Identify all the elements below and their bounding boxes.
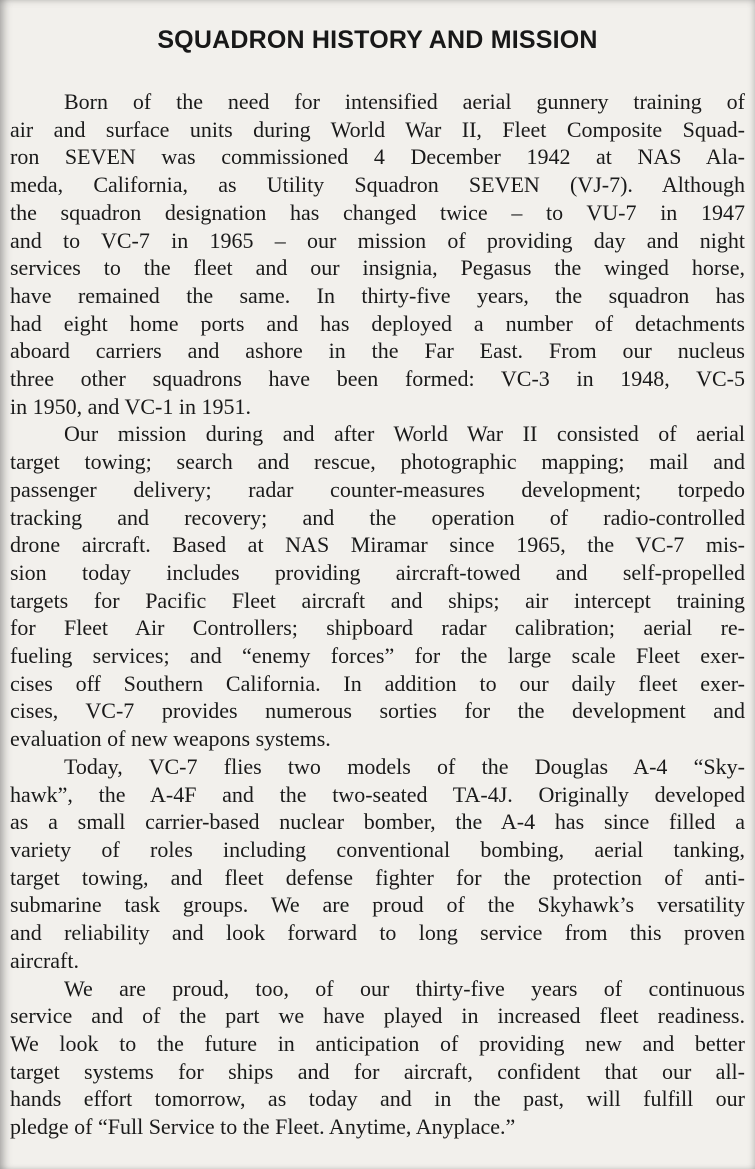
- text-line: aboard carriers and ashore in the Far East. From our nucleus: [10, 338, 745, 364]
- text-line: and reliability and look forward to long service from this proven: [10, 920, 745, 946]
- text-line: have remained the same. In thirty-five years, the squadron has: [10, 282, 745, 308]
- text-line: the squadron designation has changed twice – to VU-7 in 1947: [10, 199, 745, 225]
- document-body: [10, 88, 745, 1141]
- text-line: cises off Southern California. In addition to our daily fleet exer-: [10, 670, 745, 696]
- paragraph: [10, 88, 745, 420]
- text-line: passenger delivery; radar counter-measures development; torpedo: [10, 476, 745, 502]
- text-line: submarine task groups. We are proud of the Skyhawk’s versatility: [10, 892, 745, 918]
- text-line: target towing, and fleet defense fighter for the protection of anti-: [10, 864, 745, 890]
- text-line: hands effort tomorrow, as today and in the past, will fulfill our: [10, 1086, 745, 1112]
- text-line: variety of roles including conventional bombing, aerial tanking,: [10, 836, 745, 862]
- text-line: fueling services; and “enemy forces” for the large scale Fleet exer-: [10, 643, 745, 669]
- text-line: tracking and recovery; and the operation of radio-controlled: [10, 504, 745, 530]
- text-line: Born of the need for intensified aerial gunnery training of: [64, 89, 745, 114]
- text-line: Our mission during and after World War II consisted of aerial: [64, 421, 745, 447]
- text-line: pledge of “Full Service to the Fleet. Anytime, Anyplace.”: [10, 1114, 516, 1140]
- paragraph: [10, 975, 745, 1141]
- page-title: SQUADRON HISTORY AND MISSION: [157, 26, 598, 54]
- text-line: as a small carrier-based nuclear bomber, the A-4 has since filled a: [10, 809, 745, 835]
- text-line: drone aircraft. Based at NAS Miramar since 1965, the VC-7 mis-: [10, 532, 745, 558]
- text-line: Today, VC-7 flies two models of the Douglas A-4 “Sky-: [64, 753, 745, 779]
- text-line: target towing; search and rescue, photographic mapping; mail and: [10, 449, 745, 475]
- text-line: services to the fleet and our insignia, Pegasus the winged horse,: [10, 255, 745, 281]
- text-line: service and of the part we have played in increased fleet readiness.: [10, 1003, 745, 1029]
- text-line: sion today includes providing aircraft-towed and self-propelled: [10, 559, 745, 585]
- text-line: target systems for ships and for aircraft, confident that our all-: [10, 1058, 745, 1084]
- text-line: meda, California, as Utility Squadron SEVEN (VJ-7). Although: [10, 172, 745, 198]
- text-line: three other squadrons have been formed: VC-3 in 1948, VC-5: [10, 366, 745, 392]
- text-line: targets for Pacific Fleet aircraft and ships; air intercept training: [10, 587, 745, 613]
- text-line: evaluation of new weapons systems.: [10, 726, 331, 752]
- text-line: had eight home ports and has deployed a number of detachments: [10, 310, 745, 336]
- text-line: aircraft.: [10, 947, 79, 973]
- paragraph: [10, 753, 745, 975]
- text-line: cises, VC-7 provides numerous sorties for the development and: [10, 698, 745, 724]
- paragraph: [10, 420, 745, 752]
- text-line: We look to the future in anticipation of providing new and better: [10, 1030, 745, 1056]
- text-line: and to VC-7 in 1965 – our mission of providing day and night: [10, 227, 745, 253]
- text-line: in 1950, and VC-1 in 1951.: [10, 393, 251, 419]
- text-line: air and surface units during World War II, Fleet Composite Squad-: [10, 116, 745, 142]
- text-line: hawk”, the A-4F and the two-seated TA-4J. Originally developed: [10, 781, 745, 807]
- text-line: ron SEVEN was commissioned 4 December 1942 at NAS Ala-: [10, 144, 745, 170]
- text-line: for Fleet Air Controllers; shipboard radar calibration; aerial re-: [10, 615, 745, 641]
- text-line: We are proud, too, of our thirty-five years of continuous: [64, 975, 745, 1001]
